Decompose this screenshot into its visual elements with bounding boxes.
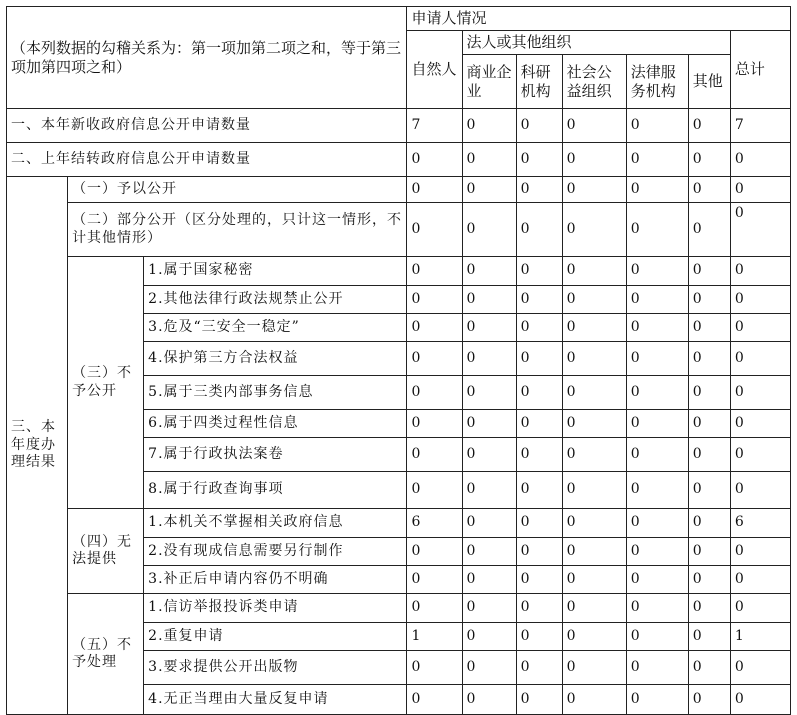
cell-value: 0 bbox=[562, 342, 626, 376]
cell-value: 0 bbox=[730, 685, 790, 715]
cell-value: 0 bbox=[407, 438, 462, 472]
cell-value: 1 bbox=[407, 623, 462, 651]
cell-value: 0 bbox=[407, 376, 462, 410]
cell-value: 0 bbox=[626, 314, 688, 342]
cell-value: 0 bbox=[516, 509, 562, 538]
cell-value: 0 bbox=[516, 410, 562, 438]
cell-value: 0 bbox=[516, 286, 562, 314]
cell-value: 0 bbox=[462, 472, 516, 509]
cell-value: 0 bbox=[626, 376, 688, 410]
row-label: 2.重复申请 bbox=[144, 623, 407, 651]
row-label: 1.属于国家秘密 bbox=[144, 257, 407, 286]
row-label: 3.危及“三安全一稳定” bbox=[144, 314, 407, 342]
cell-value: 0 bbox=[626, 410, 688, 438]
row-label: 3.要求提供公开出版物 bbox=[144, 651, 407, 685]
cell-value: 0 bbox=[626, 594, 688, 623]
section-3-label: 三、本年度办理结果 bbox=[7, 177, 68, 715]
table-row bbox=[7, 257, 791, 286]
header-other: 其他 bbox=[688, 55, 730, 109]
cell-value: 0 bbox=[562, 143, 626, 177]
cell-value: 0 bbox=[462, 594, 516, 623]
cell-value: 0 bbox=[516, 472, 562, 509]
cell-value: 7 bbox=[730, 109, 790, 143]
cell-value: 0 bbox=[626, 177, 688, 203]
cell-value: 0 bbox=[407, 566, 462, 594]
cell-value: 0 bbox=[688, 314, 730, 342]
cell-value: 0 bbox=[688, 509, 730, 538]
cell-value: 0 bbox=[730, 143, 790, 177]
cell-value: 0 bbox=[562, 685, 626, 715]
table-row bbox=[7, 203, 791, 257]
cell-value: 0 bbox=[462, 566, 516, 594]
table-row bbox=[7, 109, 791, 143]
cell-value: 0 bbox=[407, 257, 462, 286]
cell-value: 0 bbox=[462, 376, 516, 410]
cell-value: 0 bbox=[462, 109, 516, 143]
table-row bbox=[7, 177, 791, 203]
cell-value: 0 bbox=[730, 566, 790, 594]
cell-value: 0 bbox=[688, 257, 730, 286]
cell-value: 0 bbox=[730, 257, 790, 286]
cell-value: 0 bbox=[562, 257, 626, 286]
cell-value: 0 bbox=[516, 109, 562, 143]
cell-value: 0 bbox=[730, 472, 790, 509]
cell-value: 0 bbox=[562, 410, 626, 438]
cell-value: 0 bbox=[516, 376, 562, 410]
cell-value: 0 bbox=[688, 376, 730, 410]
cell-value: 7 bbox=[407, 109, 462, 143]
cell-value: 0 bbox=[516, 177, 562, 203]
cell-value: 0 bbox=[730, 438, 790, 472]
cell-value: 0 bbox=[407, 203, 462, 257]
cell-value: 0 bbox=[730, 177, 790, 203]
cell-value: 0 bbox=[562, 509, 626, 538]
cell-value: 0 bbox=[462, 257, 516, 286]
cell-value: 0 bbox=[626, 257, 688, 286]
cell-value: 0 bbox=[626, 438, 688, 472]
cell-value: 0 bbox=[516, 257, 562, 286]
cell-value: 0 bbox=[407, 685, 462, 715]
cell-value: 0 bbox=[562, 286, 626, 314]
row-label: 4.无正当理由大量反复申请 bbox=[144, 685, 407, 715]
cell-value: 0 bbox=[688, 203, 730, 257]
cell-value: 0 bbox=[730, 410, 790, 438]
cell-value: 0 bbox=[626, 651, 688, 685]
group-5-label: （五）不予处理 bbox=[68, 594, 144, 715]
cell-value: 0 bbox=[688, 410, 730, 438]
cell-value: 0 bbox=[462, 538, 516, 566]
cell-value: 0 bbox=[730, 203, 790, 257]
cell-value: 0 bbox=[730, 594, 790, 623]
cell-value: 0 bbox=[462, 623, 516, 651]
group-3-label: （三）不予公开 bbox=[68, 257, 144, 509]
cell-value: 0 bbox=[730, 538, 790, 566]
cell-value: 0 bbox=[516, 566, 562, 594]
cell-value: 0 bbox=[688, 177, 730, 203]
cell-value: 6 bbox=[407, 509, 462, 538]
row-label: 1.信访举报投诉类申请 bbox=[144, 594, 407, 623]
header-legal-group: 法人或其他组织 bbox=[462, 31, 730, 55]
cell-value: 0 bbox=[562, 203, 626, 257]
cell-value: 0 bbox=[626, 509, 688, 538]
cell-value: 0 bbox=[562, 109, 626, 143]
cell-value: 0 bbox=[626, 342, 688, 376]
cell-value: 0 bbox=[516, 538, 562, 566]
cell-value: 0 bbox=[688, 685, 730, 715]
disclosure-stats-table bbox=[6, 6, 791, 715]
cell-value: 0 bbox=[626, 286, 688, 314]
cell-value: 0 bbox=[688, 651, 730, 685]
cell-value: 6 bbox=[730, 509, 790, 538]
cell-value: 0 bbox=[407, 538, 462, 566]
cell-value: 0 bbox=[688, 538, 730, 566]
header-commercial: 商业企业 bbox=[462, 55, 516, 109]
cell-value: 0 bbox=[407, 410, 462, 438]
cell-value: 0 bbox=[462, 509, 516, 538]
cell-value: 0 bbox=[562, 623, 626, 651]
cell-value: 0 bbox=[562, 438, 626, 472]
cell-value: 0 bbox=[730, 376, 790, 410]
row-label: 1.本机关不掌握相关政府信息 bbox=[144, 509, 407, 538]
cell-value: 0 bbox=[407, 594, 462, 623]
cell-value: 0 bbox=[516, 342, 562, 376]
cell-value: 0 bbox=[626, 143, 688, 177]
cell-value: 0 bbox=[462, 203, 516, 257]
cell-value: 0 bbox=[407, 143, 462, 177]
cell-value: 0 bbox=[462, 342, 516, 376]
cell-value: 0 bbox=[626, 109, 688, 143]
row-label: 一、本年新收政府信息公开申请数量 bbox=[7, 109, 407, 143]
cell-value: 1 bbox=[730, 623, 790, 651]
row-label: 5.属于三类内部事务信息 bbox=[144, 376, 407, 410]
cell-value: 0 bbox=[562, 472, 626, 509]
row-label: 4.保护第三方合法权益 bbox=[144, 342, 407, 376]
cell-value: 0 bbox=[562, 177, 626, 203]
cell-value: 0 bbox=[688, 438, 730, 472]
cell-value: 0 bbox=[516, 623, 562, 651]
cell-value: 0 bbox=[462, 410, 516, 438]
cell-value: 0 bbox=[462, 438, 516, 472]
table-row bbox=[7, 509, 791, 538]
cell-value: 0 bbox=[407, 342, 462, 376]
cell-value: 0 bbox=[688, 286, 730, 314]
cell-value: 0 bbox=[407, 314, 462, 342]
row-label: 二、上年结转政府信息公开申请数量 bbox=[7, 143, 407, 177]
header-legal-service: 法律服务机构 bbox=[626, 55, 688, 109]
cell-value: 0 bbox=[688, 109, 730, 143]
row-label: 3.补正后申请内容仍不明确 bbox=[144, 566, 407, 594]
cell-value: 0 bbox=[562, 566, 626, 594]
cell-value: 0 bbox=[626, 472, 688, 509]
row-label: 7.属于行政执法案卷 bbox=[144, 438, 407, 472]
row-label: （二）部分公开（区分处理的，只计这一情形，不计其他情形） bbox=[68, 203, 407, 257]
cell-value: 0 bbox=[562, 538, 626, 566]
row-label: 6.属于四类过程性信息 bbox=[144, 410, 407, 438]
cell-value: 0 bbox=[462, 314, 516, 342]
cell-value: 0 bbox=[688, 566, 730, 594]
cell-value: 0 bbox=[626, 566, 688, 594]
cell-value: 0 bbox=[562, 376, 626, 410]
cell-value: 0 bbox=[562, 314, 626, 342]
cell-value: 0 bbox=[462, 177, 516, 203]
cell-value: 0 bbox=[516, 314, 562, 342]
cell-value: 0 bbox=[688, 472, 730, 509]
cell-value: 0 bbox=[730, 342, 790, 376]
header-note: （本列数据的勾稽关系为：第一项加第二项之和，等于第三项加第四项之和） bbox=[7, 7, 407, 109]
row-label: 2.其他法律行政法规禁止公开 bbox=[144, 286, 407, 314]
cell-value: 0 bbox=[626, 685, 688, 715]
row-label: 2.没有现成信息需要另行制作 bbox=[144, 538, 407, 566]
cell-value: 0 bbox=[626, 623, 688, 651]
cell-value: 0 bbox=[730, 651, 790, 685]
cell-value: 0 bbox=[730, 286, 790, 314]
cell-value: 0 bbox=[407, 286, 462, 314]
group-4-label: （四）无法提供 bbox=[68, 509, 144, 594]
table-row bbox=[7, 143, 791, 177]
cell-value: 0 bbox=[688, 623, 730, 651]
header-total: 总计 bbox=[730, 31, 790, 109]
header-natural-person: 自然人 bbox=[407, 31, 462, 109]
cell-value: 0 bbox=[562, 594, 626, 623]
cell-value: 0 bbox=[407, 651, 462, 685]
cell-value: 0 bbox=[516, 594, 562, 623]
row-label: 8.属于行政查询事项 bbox=[144, 472, 407, 509]
cell-value: 0 bbox=[730, 314, 790, 342]
cell-value: 0 bbox=[626, 538, 688, 566]
cell-value: 0 bbox=[562, 651, 626, 685]
cell-value: 0 bbox=[626, 203, 688, 257]
cell-value: 0 bbox=[407, 472, 462, 509]
header-research: 科研机构 bbox=[516, 55, 562, 109]
cell-value: 0 bbox=[462, 286, 516, 314]
cell-value: 0 bbox=[516, 203, 562, 257]
cell-value: 0 bbox=[462, 651, 516, 685]
cell-value: 0 bbox=[516, 685, 562, 715]
cell-value: 0 bbox=[516, 143, 562, 177]
cell-value: 0 bbox=[462, 685, 516, 715]
header-social: 社会公益组织 bbox=[562, 55, 626, 109]
cell-value: 0 bbox=[516, 651, 562, 685]
cell-value: 0 bbox=[688, 342, 730, 376]
cell-value: 0 bbox=[516, 438, 562, 472]
cell-value: 0 bbox=[407, 177, 462, 203]
row-label: （一）予以公开 bbox=[68, 177, 407, 203]
header-applicant: 申请人情况 bbox=[407, 7, 791, 31]
cell-value: 0 bbox=[688, 143, 730, 177]
table-row bbox=[7, 594, 791, 623]
cell-value: 0 bbox=[462, 143, 516, 177]
cell-value: 0 bbox=[688, 594, 730, 623]
